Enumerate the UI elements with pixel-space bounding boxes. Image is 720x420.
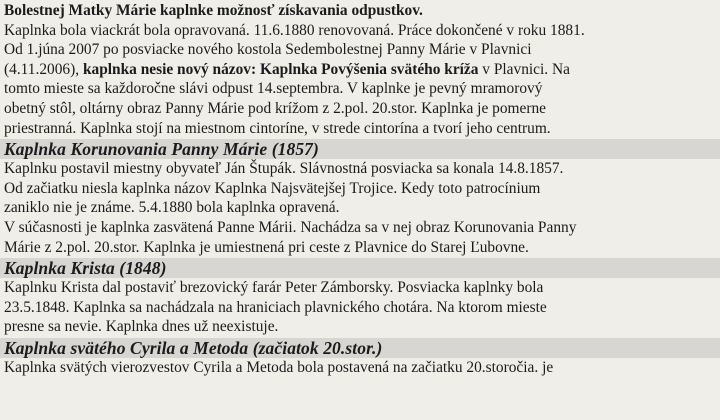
section-heading-bar — [0, 338, 720, 358]
section-line: Márie z 2.pol. 20.stor. Kaplnka je umiestnená pri ceste z Plavnice do Starej Ľubovne. — [4, 238, 529, 256]
intro-line — [4, 60, 716, 80]
section-line: Kaplnka svätých vierozvestov Cyrila a Metoda bola postavená na začiatku 20.storočia. je — [4, 358, 554, 376]
section-heading: Kaplnka Krista (1848) — [4, 258, 167, 279]
section-heading: Kaplnka Korunovania Panny Márie (1857) — [4, 139, 319, 160]
intro-line: Od 1.júna 2007 po posviacke nového kostola Sedembolestnej Panny Márie v Plavnici — [4, 41, 532, 59]
section-line: presne sa nevie. Kaplnka dnes už neexistuje. — [4, 318, 279, 336]
section-line: zaniklo nie je známe. 5.4.1880 bola kaplnka opravená. — [4, 199, 340, 217]
section-heading-bar — [0, 139, 720, 159]
section-line: V súčasnosti je kaplnka zasvätená Panne Márii. Nachádza sa v nej obraz Korunovania Panny — [4, 218, 577, 236]
section-heading-bar — [0, 258, 720, 278]
section-line: Kaplnku postavil miestny obyvateľ Ján Štupák. Slávnostná posviacka sa konala 14.8.1857. — [4, 160, 564, 178]
intro-line-text: v Plavnici. Na — [478, 60, 570, 78]
intro-line-text: (4.11.2006), — [4, 60, 83, 78]
intro-line: tomto mieste sa každoročne slávi odpust 14.septembra. V kaplnke je pevný mramorový — [4, 80, 543, 98]
section-line: 23.5.1848. Kaplnka sa nachádzala na hraniciach plavnického chotára. Na ktorom mieste — [4, 298, 547, 316]
intro-lead: Bolestnej Matky Márie kaplnke možnosť získavania odpustkov. — [4, 2, 423, 19]
intro-new-name: kaplnka nesie nový názov: Kaplnka Povýšenia svätého kríža — [82, 60, 479, 78]
section-line: Od začiatku niesla kaplnka názov Kaplnka Najsvätejšej Trojice. Kedy toto patrocínium — [4, 179, 541, 197]
intro-line: priestranná. Kaplnka stojí na miestnom cintoríne, v strede cintorína a tvorí jeho centrum. — [4, 119, 551, 137]
intro-line: Kaplnka bola viackrát bola opravovaná. 11.6.1880 renovovaná. Práce dokončené v roku 1881. — [4, 21, 585, 39]
section-line: Kaplnku Krista dal postaviť brezovický farár Peter Zámborsky. Posviacka kaplnky bola — [4, 279, 544, 297]
intro-line: obetný stôl, oltárny obraz Panny Márie pod krížom z 2.pol. 20.stor. Kaplnka je pomerne — [4, 99, 546, 117]
section-heading: Kaplnka svätého Cyrila a Metoda (začiatok 20.stor.) — [4, 337, 383, 358]
